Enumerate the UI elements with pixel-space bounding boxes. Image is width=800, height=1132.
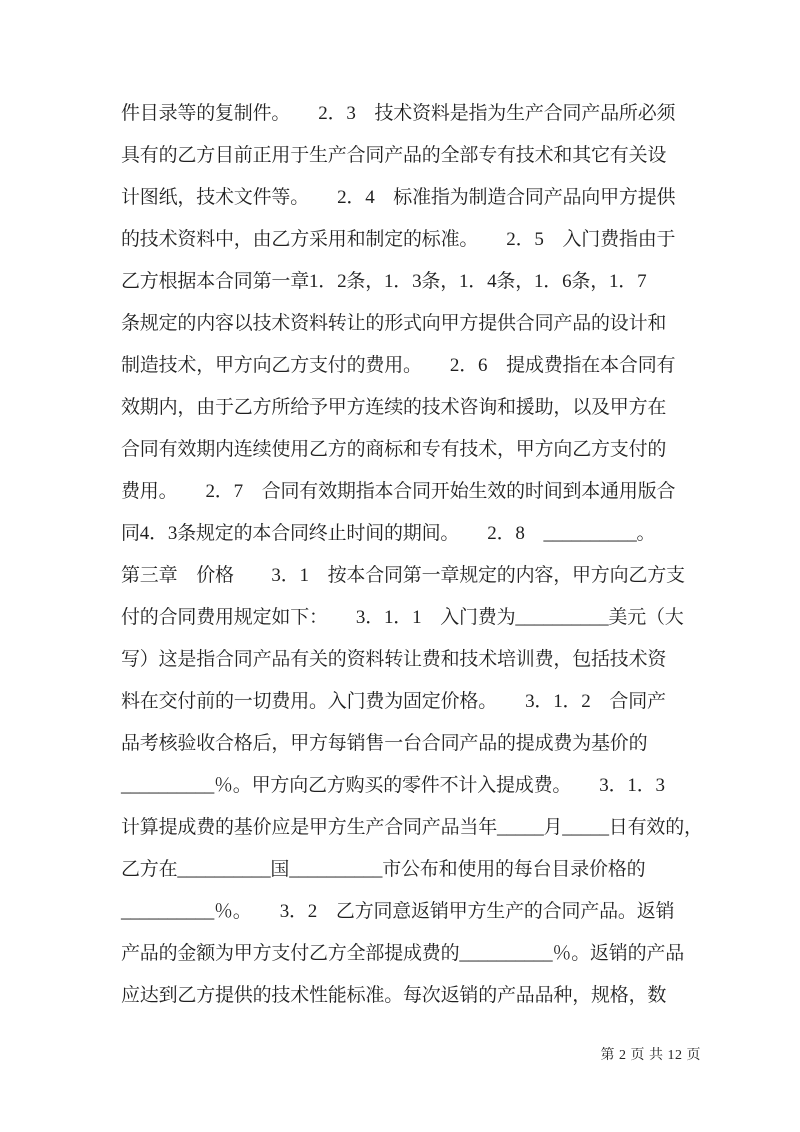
text-line: 同4．3条规定的本合同终止时间的期间。 2．8 __________。 [121, 523, 656, 544]
text-line: 写）这是指合同产品有关的资料转让费和技术培训费，包括技术资 [121, 649, 667, 670]
text-line: 付的合同费用规定如下： 3．1．1 入门费为__________美元（大 [121, 607, 684, 628]
text-line: 条规定的内容以技术资料转让的形式向甲方提供合同产品的设计和 [121, 313, 667, 334]
text-line: 品考核验收合格后，甲方每销售一台合同产品的提成费为基价的 [121, 733, 648, 754]
text-line: 计算提成费的基价应是甲方生产合同产品当年_____月_____日有效的， [121, 817, 703, 838]
text-line: __________％。 3．2 乙方同意返销甲方生产的合同产品。返销 [121, 901, 675, 922]
text-line: __________％。甲方向乙方购买的零件不计入提成费。 3．1．3 [121, 775, 665, 796]
text-line: 应达到乙方提供的技术性能标准。每次返销的产品品种，规格，数 [121, 985, 667, 1006]
text-line: 的技术资料中，由乙方采用和制定的标准。 2．5 入门费指由于 [121, 229, 676, 250]
text-line: 费用。 2．7 合同有效期指本合同开始生效的时间到本通用版合 [121, 481, 676, 502]
text-line: 合同有效期内连续使用乙方的商标和专有技术，甲方向乙方支付的 [121, 439, 667, 460]
text-line: 料在交付前的一切费用。入门费为固定价格。 3．1．2 合同产 [121, 691, 666, 712]
text-line: 制造技术，甲方向乙方支付的费用。 2．6 提成费指在本合同有 [121, 355, 676, 376]
text-line: 效期内，由于乙方所给予甲方连续的技术咨询和援助，以及甲方在 [121, 397, 667, 418]
document-body-text [121, 93, 741, 1017]
text-line: 乙方根据本合同第一章1．2条，1．3条，1．4条，1．6条，1．7 [121, 271, 647, 292]
text-line: 具有的乙方目前正用于生产合同产品的全部专有技术和其它有关设 [121, 145, 667, 166]
text-line: 第三章 价格 3．1 按本合同第一章规定的内容，甲方向乙方支 [121, 565, 685, 586]
text-line: 产品的金额为甲方支付乙方全部提成费的__________％。返销的产品 [121, 943, 685, 964]
page-footer: 第 2 页 共 12 页 [600, 1048, 701, 1063]
text-line: 计图纸，技术文件等。 2．4 标准指为制造合同产品向甲方提供 [121, 187, 676, 208]
text-line: 件目录等的复制件。 2．3 技术资料是指为生产合同产品所必须 [121, 103, 676, 124]
text-line: 乙方在__________国__________市公布和使用的每台目录价格的 [121, 859, 646, 880]
